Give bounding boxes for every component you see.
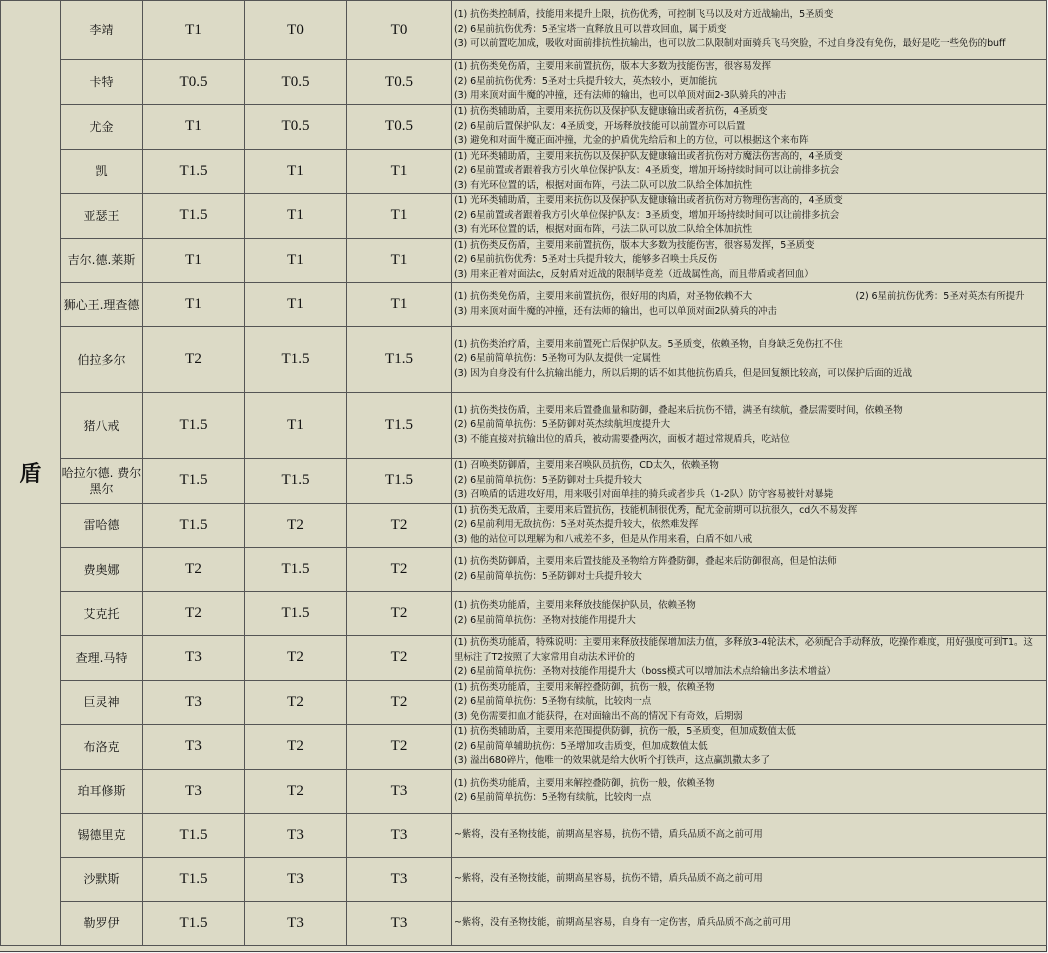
description-cell: [452, 857, 1047, 901]
description-line: (1) 抗伤类功能盾，主要用来释放技能保护队员，依赖圣物: [454, 600, 696, 611]
table-row: [1, 813, 1047, 857]
hero-name-cell: 沙默斯: [61, 857, 143, 901]
table-row: [1, 1, 1047, 60]
table-row: [1, 503, 1047, 548]
description-line: (1) 抗伤类免伤盾，主要用来前置抗伤，版本大多数为技能伤害，很容易发挥: [454, 61, 771, 73]
tier-cell-2: T2: [245, 725, 347, 770]
description-line: (1) 抗伤类技伤盾，主要用来后置叠血量和防御，叠起来后抗伤不错，满圣有续航，叠层需要时间，依赖圣物: [454, 404, 903, 416]
tier-cell-3: T1: [347, 283, 452, 327]
tier-cell-1: T3: [143, 769, 245, 813]
table-row: [1, 393, 1047, 459]
description-cell: [452, 680, 1047, 725]
tier-cell-1: T1: [143, 1, 245, 60]
description-cell: [452, 194, 1047, 239]
tier-cell-2: T1.5: [245, 327, 347, 393]
table-row: [1, 459, 1047, 504]
table-row: [1, 680, 1047, 725]
description-cell: [452, 548, 1047, 592]
description-line: (1) 抗伤类控制盾，技能用来提升上限，抗伤优秀，可控制飞马以及对方近战输出，5圣质变: [454, 9, 834, 21]
table-row: [1, 592, 1047, 636]
category-cell: 盾: [1, 1, 61, 946]
hero-name-cell: 查理.马特: [61, 636, 143, 681]
description-cell: [452, 238, 1047, 283]
tier-cell-1: T3: [143, 725, 245, 770]
tier-cell-3: T2: [347, 636, 452, 681]
tier-cell-1: T1.5: [143, 149, 245, 194]
table-row: [1, 60, 1047, 105]
tier-cell-2: T0.5: [245, 60, 347, 105]
tier-cell-3: T2: [347, 503, 452, 548]
tier-cell-1: T1.5: [143, 901, 245, 945]
table-row: [1, 725, 1047, 770]
hero-name-cell: 勒罗伊: [61, 901, 143, 945]
description-line: (3) 不能直接对抗输出位的盾兵，被动需要叠两次，面板才超过常规盾兵，吃站位: [454, 433, 790, 445]
hero-name-cell: 猪八戒: [61, 393, 143, 459]
tier-cell-1: T2: [143, 548, 245, 592]
description-line: (2) 6星前简单抗伤：5圣物可为队友提供一定属性: [454, 353, 661, 365]
tier-cell-3: T2: [347, 592, 452, 636]
description-line: (2) 6星前简单抗伤：圣物对技能作用提升大: [454, 614, 636, 626]
table-row: [1, 105, 1047, 150]
table-row: [1, 636, 1047, 681]
hero-name-cell: 凯: [61, 149, 143, 194]
tier-cell-1: T1.5: [143, 393, 245, 459]
tier-cell-3: T1: [347, 149, 452, 194]
hero-name-cell: 伯拉多尔: [61, 327, 143, 393]
description-line: (1) 抗伤类功能盾，主要用来解控叠防御，抗伤一般，依赖圣物: [454, 681, 715, 693]
hero-name-cell: 锡德里克: [61, 813, 143, 857]
tier-cell-2: T1: [245, 238, 347, 283]
description-cell: [452, 60, 1047, 105]
table-row: [1, 283, 1047, 327]
description-cell: [452, 149, 1047, 194]
description-line: ~紫将，没有圣物技能，前期高星容易，抗伤不错，盾兵品质不高之前可用: [454, 828, 763, 840]
description-line: (2) 6星前利用无敌抗伤：5圣对英杰提升较大，依然难发挥: [454, 519, 699, 530]
description-cell: [452, 813, 1047, 857]
description-cell: [452, 725, 1047, 770]
description-line: (3) 避免和对面牛魔正面冲撞，尤金的护盾优先给后和上的方位，可以根据这个来布阵: [454, 135, 809, 146]
tier-cell-3: T3: [347, 901, 452, 945]
tier-cell-1: T1: [143, 105, 245, 150]
description-line: (3) 因为自身没有什么抗输出能力，所以后期的话不如其他抗伤盾兵，但是回复额比较高，可以保护后面的近战: [454, 367, 912, 379]
description-cell: [452, 327, 1047, 393]
tier-cell-2: T3: [245, 857, 347, 901]
tier-cell-1: T2: [143, 327, 245, 393]
description-line: (3) 可以前置吃加成，吸收对面前排抗性抗输出，也可以放二队限制对面骑兵飞马突脸，不过自身没有免伤，最好是吃一些免伤的buff: [454, 38, 1006, 50]
description-line: (2) 6星前后置保护队友：4圣质变，开场释放技能可以前置亦可以后置: [454, 120, 746, 132]
description-line: (2) 6星前简单抗伤：5圣防御对士兵提升较大: [454, 570, 642, 582]
tier-cell-3: T3: [347, 857, 452, 901]
tier-cell-2: T1: [245, 393, 347, 459]
description-line: (1) 抗伤类功能盾，主要用来解控叠防御，抗伤一般，依赖圣物: [454, 777, 715, 789]
description-line: (2) 6星前简单抗伤：5圣物有续航，比较肉一点: [454, 696, 652, 707]
tier-cell-2: T2: [245, 769, 347, 813]
description-line: (3) 有光环位置的话，根据对面布阵，弓法二队可以放二队给全体加抗性: [454, 224, 753, 235]
description-line: (1) 抗伤类反伤盾，主要用来前置抗伤，版本大多数为技能伤害，很容易发挥，5圣质变: [454, 239, 815, 251]
tier-cell-1: T1.5: [143, 857, 245, 901]
table-row: [1, 548, 1047, 592]
description-line: (2) 6星前简单辅助抗伤：5圣增加攻击质变，但加成数值太低: [454, 740, 708, 752]
tier-cell-1: T3: [143, 636, 245, 681]
description-cell: [452, 283, 1047, 327]
tier-cell-1: T1.5: [143, 503, 245, 548]
tier-cell-3: T2: [347, 680, 452, 725]
description-line: (3) 召唤盾的话进攻好用，用来吸引对面单挂的骑兵或者步兵（1-2队）防守容易被针对暴毙: [454, 489, 834, 500]
description-line: (2) 6星前抗伤优秀：5圣宝塔一直释放且可以普攻回血，属于质变: [454, 23, 727, 35]
tier-cell-1: T0.5: [143, 60, 245, 105]
table-row: [1, 901, 1047, 945]
hero-name-cell: 尤金: [61, 105, 143, 150]
tier-cell-2: T2: [245, 503, 347, 548]
tier-cell-3: T1.5: [347, 327, 452, 393]
description-cell: [452, 1, 1047, 60]
table-row: [1, 194, 1047, 239]
tier-cell-2: T1.5: [245, 592, 347, 636]
tier-cell-2: T1.5: [245, 548, 347, 592]
hero-name-cell: 卡特: [61, 60, 143, 105]
description-line: (2) 6星前抗伤优秀：5圣对士兵提升较大，英杰较小，更加能抗: [454, 75, 717, 87]
tier-cell-3: T1: [347, 238, 452, 283]
description-line: (2) 6星前置或者跟着我方引火单位保护队友：3圣质变，增加开场持续时间可以让前排多抗会: [454, 209, 840, 221]
description-line: ~紫将，没有圣物技能，前期高星容易，抗伤不错，盾兵品质不高之前可用: [454, 872, 763, 884]
tier-cell-1: T1: [143, 238, 245, 283]
tier-cell-1: T1: [143, 283, 245, 327]
tier-cell-3: T3: [347, 813, 452, 857]
hero-name-cell: 亚瑟王: [61, 194, 143, 239]
tier-cell-3: T1.5: [347, 459, 452, 504]
tier-cell-1: T2: [143, 592, 245, 636]
tier-cell-2: T3: [245, 901, 347, 945]
description-line: (1) 抗伤类防御盾，主要用来后置技能及圣物给方阵叠防御，叠起来后防御很高，但是怕法师: [454, 556, 837, 567]
description-line: (1) 抗伤类功能盾，特殊说明：主要用来释放技能保增加法力值，多释放3-4轮法术，必须配合手动释放，吃操作难度，用好强度可到T1。这里标注了T2按照了大家常用自动法术评价的: [454, 637, 1033, 663]
description-line: (2) 6星前抗伤优秀：5圣对士兵提升较大，能够多召唤士兵反伤: [454, 254, 717, 265]
tier-cell-1: T3: [143, 680, 245, 725]
tier-cell-2: T1: [245, 194, 347, 239]
description-line: (2) 6星前置或者跟着我方引火单位保护队友：4圣质变，增加开场持续时间可以让前排多抗会: [454, 165, 840, 176]
hero-name-cell: 吉尔.德.莱斯: [61, 238, 143, 283]
hero-name-cell: 布洛克: [61, 725, 143, 770]
tier-cell-3: T1: [347, 194, 452, 239]
description-line: (1) 光环类辅助盾，主要用来抗伤以及保护队友健康输出或者抗伤对方魔法伤害高的，4圣质变: [454, 150, 843, 162]
description-line: (1) 抗伤类无敌盾，主要用来后置抗伤，技能机制很优秀，配尤金前期可以抗很久，cd久不易发挥: [454, 504, 858, 516]
hero-name-cell: 李靖: [61, 1, 143, 60]
description-line: (2) 6星前简单抗伤：5圣防御对士兵提升较大: [454, 474, 642, 486]
hero-name-cell: 巨灵神: [61, 680, 143, 725]
description-line: (2) 6星前简单抗伤：5圣物有续航，比较肉一点: [454, 792, 652, 803]
description-line: (1) 抗伤类辅助盾，主要用来范围提供防御，抗伤一般，5圣质变，但加成数值太低: [454, 726, 796, 737]
table-row: [1, 857, 1047, 901]
description-line: (1) 抗伤类免伤盾，主要用来前置抗伤，很好用的肉盾，对圣物依赖不大 (2) 6星前抗伤优秀：5圣对英杰有所提升: [454, 291, 1025, 302]
description-cell: [452, 393, 1047, 459]
tier-cell-3: T2: [347, 548, 452, 592]
tier-cell-1: T1.5: [143, 194, 245, 239]
description-line: (1) 光环类辅助盾，主要用来抗伤以及保护队友健康输出或者抗伤对方物理伤害高的，4圣质变: [454, 195, 843, 206]
description-line: (1) 召唤类防御盾，主要用来召唤队员抗伤，CD太久，依赖圣物: [454, 460, 719, 471]
description-line: (1) 抗伤类治疗盾，主要用来前置死亡后保护队友。5圣质变，依赖圣物，自身缺乏免伤扛不住: [454, 338, 843, 350]
hero-name-cell: 狮心王.理查德: [61, 283, 143, 327]
tier-cell-2: T1: [245, 149, 347, 194]
tier-cell-2: T1: [245, 283, 347, 327]
description-cell: [452, 636, 1047, 681]
description-line: (3) 用来顶对面牛魔的冲撞，还有法师的输出，也可以单顶对面2队骑兵的冲击: [454, 305, 777, 317]
hero-name-cell: 珀耳修斯: [61, 769, 143, 813]
description-line: (2) 6星前简单抗伤：5圣防御对英杰续航坦度提升大: [454, 419, 670, 431]
tier-cell-2: T1.5: [245, 459, 347, 504]
description-line: (3) 他的站位可以理解为和八戒差不多，但是从作用来看，白盾不如八戒: [454, 533, 753, 545]
description-cell: [452, 105, 1047, 150]
description-cell: [452, 459, 1047, 504]
description-line: (1) 抗伤类辅助盾，主要用来抗伤以及保护队友健康输出或者抗伤，4圣质变: [454, 106, 768, 117]
hero-name-cell: 哈拉尔德. 费尔黑尔: [61, 459, 143, 504]
tier-cell-3: T2: [347, 725, 452, 770]
description-line: (3) 有光环位置的话，根据对面布阵，弓法二队可以放二队给全体加抗性: [454, 179, 753, 191]
description-cell: [452, 901, 1047, 945]
tier-cell-2: T0.5: [245, 105, 347, 150]
tier-cell-3: T1.5: [347, 393, 452, 459]
table-row: [1, 238, 1047, 283]
table-row: [1, 769, 1047, 813]
description-line: (3) 免伤需要扣血才能获得，在对面输出不高的情况下有奇效，后期弱: [454, 710, 743, 722]
tier-cell-2: T3: [245, 813, 347, 857]
tier-cell-3: T3: [347, 769, 452, 813]
tier-table-body: [1, 1, 1047, 946]
description-cell: [452, 503, 1047, 548]
tier-cell-1: T1.5: [143, 459, 245, 504]
description-line: (2) 6星前简单抗伤：圣物对技能作用提升大（boss模式可以增加法术点给输出多法术增益）: [454, 666, 836, 677]
description-line: (3) 用来正着对面法c，反射盾对近战的限制毕竟差（近战属性高，而且带盾或者回血）: [454, 268, 814, 280]
tier-cell-1: T1.5: [143, 813, 245, 857]
hero-name-cell: 费奥娜: [61, 548, 143, 592]
tier-cell-2: T0: [245, 1, 347, 60]
tier-cell-3: T0.5: [347, 105, 452, 150]
tier-cell-3: T0.5: [347, 60, 452, 105]
description-cell: [452, 592, 1047, 636]
description-cell: [452, 769, 1047, 813]
description-line: ~紫将，没有圣物技能，前期高星容易，自身有一定伤害，盾兵品质不高之前可用: [454, 916, 791, 928]
table-row: [1, 149, 1047, 194]
tier-cell-2: T2: [245, 680, 347, 725]
hero-name-cell: 雷哈德: [61, 503, 143, 548]
description-line: (3) 用来顶对面牛魔的冲撞，还有法师的输出，也可以单顶对面2-3队骑兵的冲击: [454, 90, 787, 102]
description-line: (3) 溢出680碎片，他唯一的效果就是给大伙听个打铁声，这点赢凯撒太多了: [454, 755, 770, 766]
tier-cell-3: T0: [347, 1, 452, 60]
table-row: [1, 327, 1047, 393]
hero-name-cell: 艾克托: [61, 592, 143, 636]
tier-cell-2: T2: [245, 636, 347, 681]
